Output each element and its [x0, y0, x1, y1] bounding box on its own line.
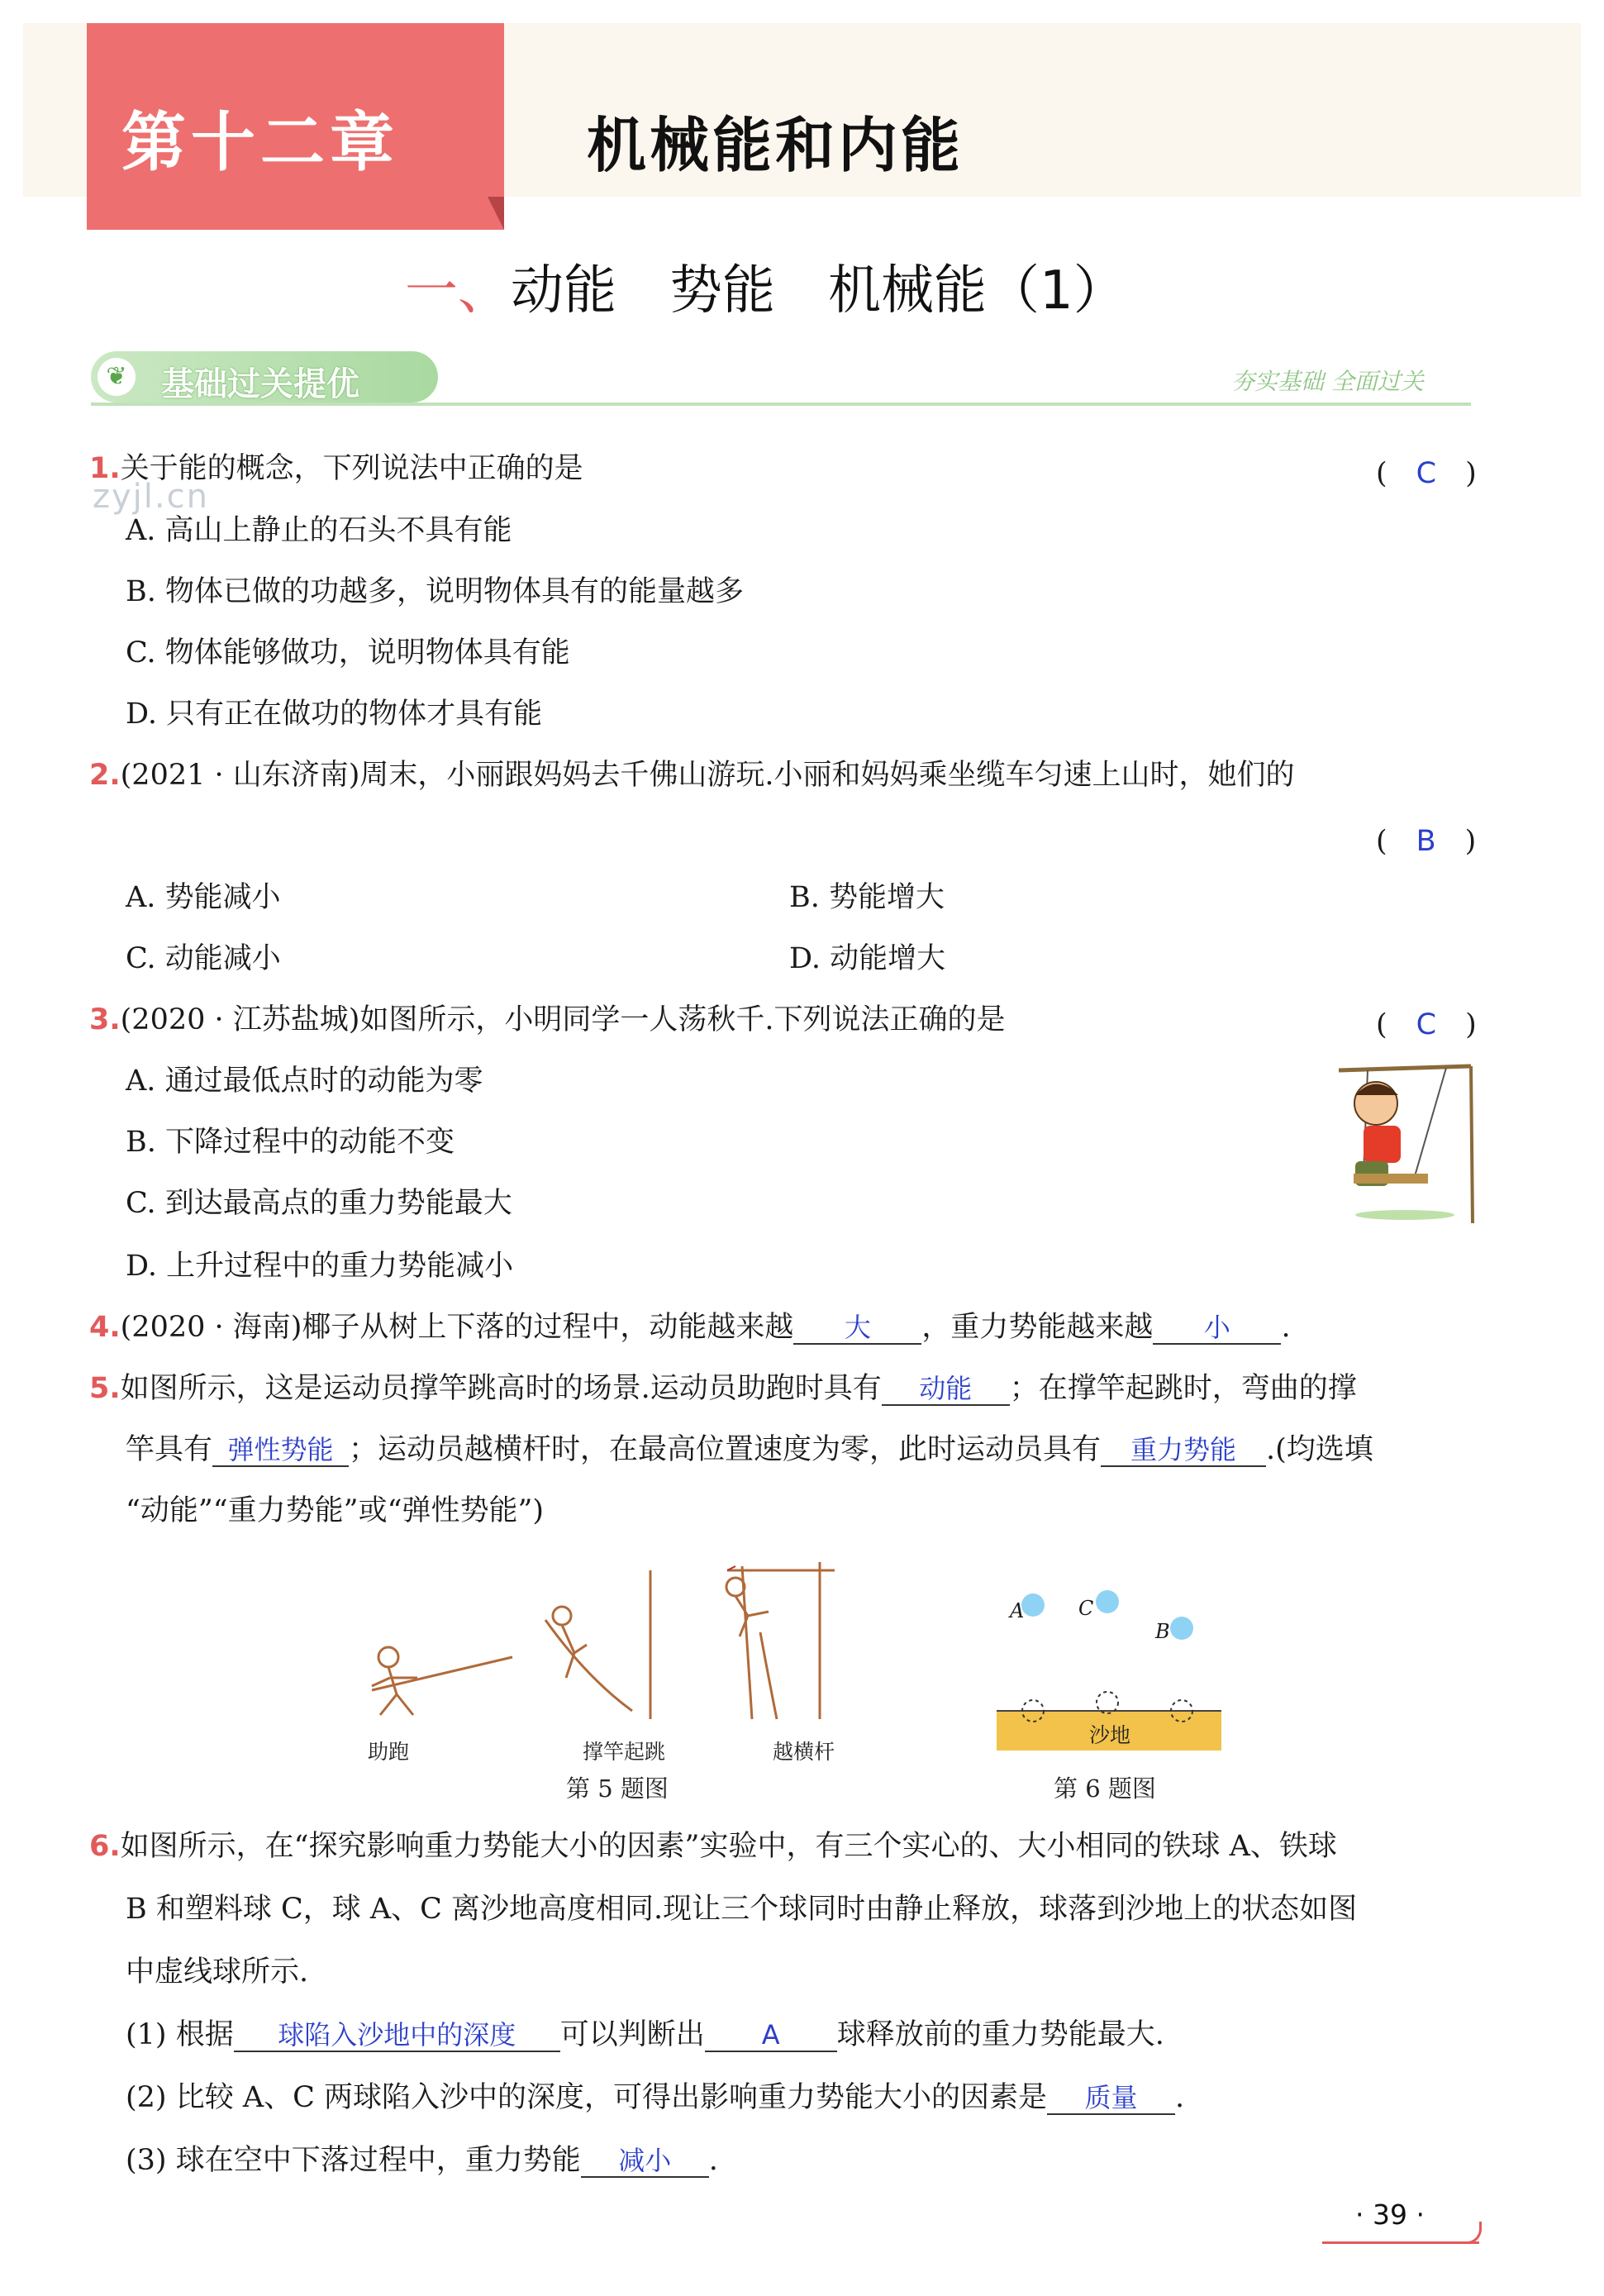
question-6-sub1 — [126, 2017, 1164, 2053]
question-number: 1. — [89, 452, 121, 485]
question-text: ；在撑竿起跳时，弯曲的撑 — [1009, 1372, 1357, 1405]
sprout-icon: ❦ — [98, 358, 136, 396]
question-6-line2: B 和塑料球 C，球 A、C 离沙地高度相同.现让三个球同时由静止释放，球落到沙地上的状态如图 — [126, 1893, 1358, 1926]
question-number: 3. — [89, 1003, 121, 1036]
question-text: ；运动员越横杆时，在最高位置速度为零，此时运动员具有 — [349, 1433, 1102, 1466]
question-text: 关于能的概念，下列说法中正确的是 — [120, 452, 583, 485]
question-number: 2. — [89, 759, 121, 792]
option-c: C. 物体能够做功，说明物体具有能 — [126, 636, 570, 669]
answer-choice: C — [1416, 1008, 1437, 1041]
chapter-title: 机械能和内能 — [587, 111, 964, 180]
question-5-line2 — [126, 1431, 1373, 1468]
question-text: 如图所示，这是运动员撑竿跳高时的场景.运动员助跑时具有 — [120, 1372, 882, 1405]
watermark: zyjl.cn — [93, 478, 209, 516]
question-text: . — [1175, 2081, 1185, 2114]
question-text: 竿具有 — [126, 1433, 213, 1466]
answer-paren: ( C ) — [1376, 1008, 1477, 1041]
section-title-text: 动能 势能 机械能（1） — [511, 260, 1126, 322]
ball-a-label: A — [1010, 1599, 1025, 1622]
answer-blank[interactable]: 动能 — [882, 1373, 1010, 1406]
banner-label: 基础过关提优 — [161, 365, 359, 403]
question-2-stem — [89, 757, 1295, 793]
page-number: · 39 · — [1355, 2198, 1425, 2231]
answer-choice: B — [1416, 825, 1436, 858]
answer-blank[interactable]: 小 — [1153, 1312, 1281, 1345]
fig5-caption: 第 5 题图 — [566, 1774, 669, 1803]
question-text: ，重力势能越来越 — [921, 1311, 1154, 1344]
chapter-tag-fold — [488, 197, 504, 230]
question-5-line3: “动能”“重力势能”或“弹性势能”) — [126, 1494, 545, 1527]
option-d: D. 上升过程中的重力势能减小 — [126, 1250, 514, 1283]
question-6-sub3 — [126, 2142, 718, 2179]
option-a: A. 高山上静止的石头不具有能 — [126, 514, 512, 547]
question-text: (2) 比较 A、C 两球陷入沙中的深度，可得出影响重力势能大小的因素是 — [126, 2081, 1048, 2114]
chapter-number: 第十二章 — [121, 106, 399, 180]
question-3-stem — [89, 1002, 1006, 1038]
answer-paren: ( B ) — [1376, 825, 1477, 858]
question-4 — [89, 1309, 1291, 1346]
question-text: . — [1281, 1311, 1291, 1344]
swing-illustration — [1330, 1058, 1479, 1223]
fig5-label-takeoff: 撑竿起跳 — [583, 1740, 666, 1764]
question-text: (2020 · 江苏盐城)如图所示，小明同学一人荡秋千.下列说法正确的是 — [120, 1003, 1006, 1036]
question-6-line1 — [89, 1828, 1337, 1865]
question-text: (1) 根据 — [126, 2018, 234, 2051]
fig5-label-run: 助跑 — [368, 1740, 410, 1764]
answer-blank[interactable]: 弹性势能 — [212, 1434, 349, 1467]
answer-blank[interactable]: 球陷入沙地中的深度 — [234, 2019, 560, 2052]
option-b: B. 物体已做的功越多，说明物体具有的能量越多 — [126, 575, 744, 608]
banner-slogan: 夯实基础 全面过关 — [1231, 368, 1424, 395]
question-number: 6. — [89, 1830, 121, 1863]
sand-label: 沙地 — [1089, 1723, 1131, 1747]
question-5-line1 — [89, 1370, 1357, 1407]
question-text: 可以判断出 — [559, 2018, 705, 2051]
question-text: (3) 球在空中下落过程中，重力势能 — [126, 2144, 581, 2177]
question-text: .(均选填 — [1266, 1433, 1373, 1466]
option-d: D. 动能增大 — [789, 942, 946, 975]
ball-b-label: B — [1155, 1620, 1170, 1643]
option-c: C. 到达最高点的重力势能最大 — [126, 1187, 512, 1220]
question-text: 球释放前的重力势能最大. — [836, 2018, 1164, 2051]
fig6-caption: 第 6 题图 — [1054, 1774, 1156, 1803]
answer-paren: ( C ) — [1376, 457, 1477, 490]
question-number: 5. — [89, 1372, 121, 1405]
answer-blank[interactable]: 大 — [793, 1312, 921, 1345]
pole-vault-figure — [339, 1554, 868, 1736]
question-6-line3: 中虚线球所示. — [126, 1955, 309, 1989]
question-number: 4. — [89, 1311, 121, 1344]
fig5-label-clear-bar: 越横杆 — [773, 1740, 835, 1764]
question-text: 如图所示，在“探究影响重力势能大小的因素”实验中，有三个实心的、大小相同的铁球 A、铁球 — [120, 1830, 1337, 1863]
question-1-stem — [89, 450, 583, 487]
question-text: (2020 · 海南)椰子从树上下落的过程中，动能越来越 — [120, 1311, 794, 1344]
option-d: D. 只有正在做功的物体才具有能 — [126, 698, 543, 731]
ball-c-label: C — [1078, 1597, 1094, 1620]
answer-blank[interactable]: A — [705, 2019, 837, 2052]
option-b: B. 下降过程中的动能不变 — [126, 1126, 455, 1159]
option-c: C. 动能减小 — [126, 942, 281, 975]
answer-blank[interactable]: 重力势能 — [1101, 1434, 1266, 1467]
answer-choice: C — [1416, 457, 1437, 490]
option-a: A. 势能减小 — [126, 881, 281, 914]
option-a: A. 通过最低点时的动能为零 — [126, 1065, 483, 1098]
question-text: . — [708, 2144, 718, 2177]
question-text: (2021 · 山东济南)周末，小丽跟妈妈去千佛山游玩.小丽和妈妈乘坐缆车匀速上山时，她们的 — [120, 759, 1295, 792]
answer-blank[interactable]: 质量 — [1047, 2082, 1175, 2115]
section-title — [405, 248, 1126, 324]
answer-blank[interactable]: 减小 — [581, 2145, 709, 2178]
page-number-hook — [1442, 2222, 1482, 2244]
section-prefix: 一、 — [405, 260, 511, 322]
option-b: B. 势能增大 — [789, 881, 945, 914]
question-6-sub2 — [126, 2079, 1184, 2116]
